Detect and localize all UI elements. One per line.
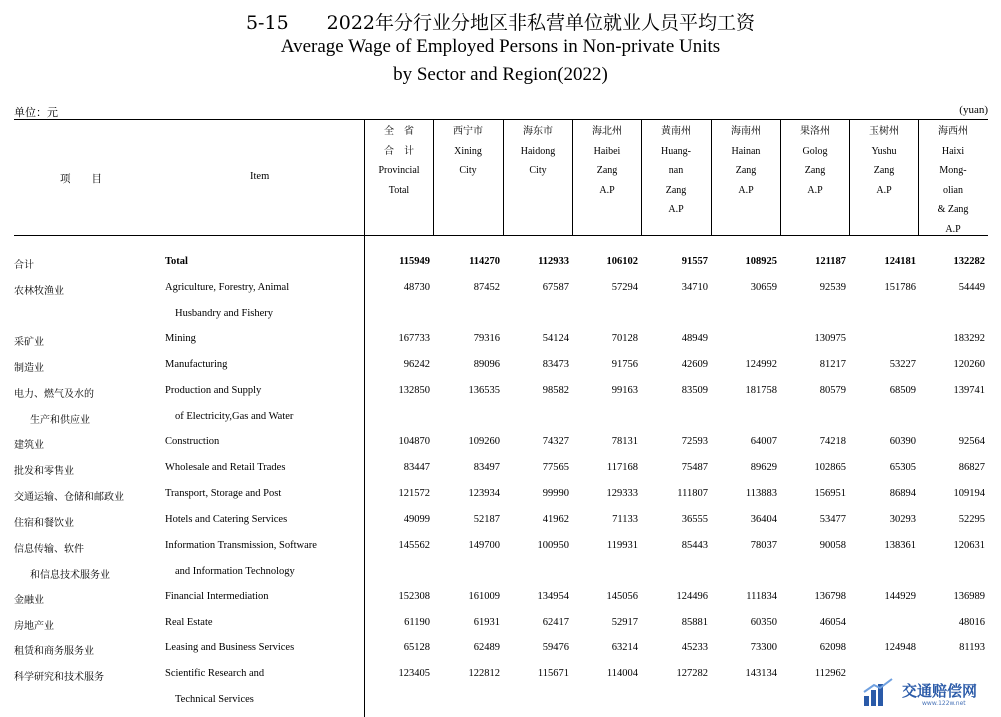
cell-value: 85881 xyxy=(681,617,708,628)
column-header-line: & Zang xyxy=(937,204,969,215)
cell-value: 83509 xyxy=(681,385,708,396)
cell-value: 183292 xyxy=(953,333,985,344)
row-label-zh: 建筑业 xyxy=(14,440,44,451)
cell-value: 113883 xyxy=(745,488,777,499)
row-label-en: Hotels and Catering Services xyxy=(165,514,288,525)
cell-value: 136535 xyxy=(468,385,500,396)
cell-value: 129333 xyxy=(606,488,638,499)
row-label-en: Construction xyxy=(165,436,220,447)
row-label-zh: 农林牧渔业 xyxy=(14,286,64,297)
table-row xyxy=(0,436,1001,461)
column-header-line: 海南州 xyxy=(731,126,761,137)
cell-value: 87452 xyxy=(473,282,500,293)
cell-value: 120260 xyxy=(953,359,985,370)
column-header-line: Haibei xyxy=(593,145,621,157)
cell-value: 119931 xyxy=(606,540,638,551)
column-header-line: A.P xyxy=(807,184,823,196)
cell-value: 78131 xyxy=(611,436,638,447)
cell-value: 30659 xyxy=(750,282,777,293)
cell-value: 53477 xyxy=(819,514,846,525)
row-label-zh: 科学研究和技术服务 xyxy=(14,672,104,683)
row-label-zh: 制造业 xyxy=(14,363,44,374)
table-row xyxy=(0,359,1001,384)
column-header-line: Xining xyxy=(454,145,482,157)
column-header-line: 海西州 xyxy=(938,126,968,137)
cell-value: 30293 xyxy=(889,514,916,525)
column-header-line: Haidong xyxy=(520,145,556,157)
cell-value: 91557 xyxy=(681,256,708,267)
row-label-en: Total xyxy=(165,256,188,267)
column-header xyxy=(781,122,849,200)
row-label-en: Mining xyxy=(165,333,196,344)
column-header-line: Hainan xyxy=(731,145,761,157)
table-row xyxy=(0,282,1001,319)
column-header-line: A.P xyxy=(668,204,684,215)
cell-value: 123934 xyxy=(468,488,500,499)
cell-value: 83497 xyxy=(473,462,500,473)
cell-value: 81217 xyxy=(819,359,846,370)
cell-value: 134954 xyxy=(537,591,569,602)
cell-value: 89629 xyxy=(750,462,777,473)
cell-value: 161009 xyxy=(468,591,500,602)
table-row xyxy=(0,591,1001,616)
column-header xyxy=(712,122,780,200)
cell-value: 115949 xyxy=(399,256,430,267)
cell-value: 156951 xyxy=(814,488,846,499)
column-header-line: 合 计 xyxy=(384,145,414,157)
cell-value: 114270 xyxy=(469,256,500,267)
header-item-en: Item xyxy=(250,171,270,182)
cell-value: 65305 xyxy=(889,462,916,473)
column-header-line: Zang xyxy=(804,165,826,176)
column-header-line: Huang- xyxy=(661,145,691,157)
cell-value: 36404 xyxy=(750,514,777,525)
column-header-line: 果洛州 xyxy=(800,126,830,137)
cell-value: 96242 xyxy=(403,359,430,370)
cell-value: 152308 xyxy=(398,591,430,602)
row-label-en: Real Estate xyxy=(165,617,213,628)
column-header-line: A.P xyxy=(738,184,754,196)
column-header-line: City xyxy=(459,165,477,176)
cell-value: 92539 xyxy=(819,282,846,293)
cell-value: 61931 xyxy=(473,617,500,628)
table-row xyxy=(0,333,1001,358)
column-header xyxy=(365,122,433,200)
cell-value: 48016 xyxy=(958,617,985,628)
row-label-zh-cont: 和信息技术服务业 xyxy=(30,570,110,581)
cell-value: 122812 xyxy=(468,668,500,679)
watermark xyxy=(862,676,992,712)
cell-value: 136989 xyxy=(953,591,985,602)
cell-value: 139741 xyxy=(953,385,985,396)
cell-value: 64007 xyxy=(750,436,777,447)
cell-value: 111807 xyxy=(677,488,708,499)
cell-value: 132282 xyxy=(953,256,985,267)
column-header-line: Zang xyxy=(596,165,618,176)
column-header-line: A.P xyxy=(945,223,961,235)
cell-value: 52917 xyxy=(611,617,638,628)
cell-value: 54449 xyxy=(958,282,985,293)
watermark-logo-icon xyxy=(862,676,896,710)
row-label-zh: 采矿业 xyxy=(14,337,44,348)
cell-value: 61190 xyxy=(404,617,430,628)
cell-value: 145562 xyxy=(398,540,430,551)
cell-value: 45233 xyxy=(681,642,708,653)
cell-value: 62417 xyxy=(542,617,569,628)
cell-value: 34710 xyxy=(681,282,708,293)
cell-value: 124992 xyxy=(745,359,777,370)
cell-value: 63214 xyxy=(611,642,638,653)
cell-value: 83473 xyxy=(542,359,569,370)
cell-value: 123405 xyxy=(398,668,430,679)
cell-value: 104870 xyxy=(398,436,430,447)
cell-value: 49099 xyxy=(403,514,430,525)
row-label-zh: 金融业 xyxy=(14,595,44,606)
column-header-line: 海东市 xyxy=(523,126,553,137)
cell-value: 52295 xyxy=(958,514,985,525)
cell-value: 117168 xyxy=(606,462,638,473)
cell-value: 151786 xyxy=(884,282,916,293)
row-label-en-cont: of Electricity,Gas and Water xyxy=(175,411,294,422)
title-en-line1: Average Wage of Employed Persons in Non-private Units xyxy=(280,36,721,57)
column-header xyxy=(919,122,987,239)
table-row xyxy=(0,540,1001,581)
cell-value: 114004 xyxy=(606,668,638,679)
row-label-zh: 合计 xyxy=(14,260,34,271)
column-header xyxy=(642,122,710,220)
column-header-line: 西宁市 xyxy=(453,126,483,137)
cell-value: 124496 xyxy=(676,591,708,602)
title-zh: 5-15 2022年分行业分地区非私营单位就业人员平均工资 xyxy=(245,12,756,34)
cell-value: 42609 xyxy=(681,359,708,370)
cell-value: 167733 xyxy=(398,333,430,344)
cell-value: 67587 xyxy=(542,282,569,293)
row-label-en: Leasing and Business Services xyxy=(165,642,295,653)
cell-value: 115671 xyxy=(537,668,569,679)
cell-value: 99990 xyxy=(542,488,569,499)
cell-value: 41962 xyxy=(542,514,569,525)
cell-value: 83447 xyxy=(403,462,430,473)
column-header-line: Golog xyxy=(802,145,828,157)
cell-value: 90058 xyxy=(819,540,846,551)
cell-value: 78037 xyxy=(750,540,777,551)
unit-zh: 单位：元 xyxy=(14,106,58,119)
column-header-line: 海北州 xyxy=(592,126,622,137)
cell-value: 72593 xyxy=(681,436,708,447)
table-row xyxy=(0,462,1001,487)
column-header-line: Zang xyxy=(735,165,757,176)
cell-value: 52187 xyxy=(473,514,500,525)
cell-value: 75487 xyxy=(681,462,708,473)
cell-value: 124948 xyxy=(884,642,916,653)
cell-value: 130975 xyxy=(814,333,846,344)
table-row xyxy=(0,385,1001,426)
table-row xyxy=(0,617,1001,642)
row-label-zh: 批发和零售业 xyxy=(14,466,74,477)
column-header-line: A.P xyxy=(876,184,892,196)
column-header-line: 黄南州 xyxy=(661,126,691,137)
row-label-zh-cont: 生产和供应业 xyxy=(30,415,90,426)
column-header-line: Provincial xyxy=(378,165,420,176)
cell-value: 60350 xyxy=(750,617,777,628)
cell-value: 62098 xyxy=(819,642,846,653)
cell-value: 144929 xyxy=(884,591,916,602)
row-label-en-cont: Husbandry and Fishery xyxy=(175,308,273,319)
column-header-line: City xyxy=(529,165,547,176)
row-label-en: Production and Supply xyxy=(165,385,262,396)
column-header-line: Yushu xyxy=(871,145,897,157)
cell-value: 102865 xyxy=(814,462,846,473)
cell-value: 120631 xyxy=(953,540,985,551)
cell-value: 77565 xyxy=(542,462,569,473)
column-header-line: Zang xyxy=(873,165,895,176)
cell-value: 109260 xyxy=(468,436,500,447)
cell-value: 100950 xyxy=(537,540,569,551)
column-header-line: A.P xyxy=(599,184,615,196)
column-header-line: olian xyxy=(943,184,963,196)
row-label-en-cont: and Information Technology xyxy=(175,566,295,577)
cell-value: 65128 xyxy=(403,642,430,653)
cell-value: 62489 xyxy=(473,642,500,653)
cell-value: 85443 xyxy=(681,540,708,551)
title-en-line2: by Sector and Region(2022) xyxy=(393,64,608,85)
cell-value: 121572 xyxy=(398,488,430,499)
cell-value: 54124 xyxy=(542,333,569,344)
table-row xyxy=(0,256,1001,281)
cell-value: 98582 xyxy=(542,385,569,396)
cell-value: 136798 xyxy=(814,591,846,602)
column-header-line: 玉树州 xyxy=(869,126,899,137)
row-label-en-cont: Technical Services xyxy=(175,694,254,705)
row-label-en: Manufacturing xyxy=(165,359,228,370)
cell-value: 60390 xyxy=(889,436,916,447)
cell-value: 108925 xyxy=(745,256,777,267)
cell-value: 121187 xyxy=(815,256,846,267)
row-label-zh: 交通运输、仓储和邮政业 xyxy=(14,492,124,503)
cell-value: 99163 xyxy=(611,385,638,396)
column-header-line: Haixi xyxy=(941,145,965,157)
cell-value: 68509 xyxy=(889,385,916,396)
table-row xyxy=(0,514,1001,539)
row-label-en: Transport, Storage and Post xyxy=(165,488,282,499)
cell-value: 48949 xyxy=(681,333,708,344)
watermark-text: 交通赔偿网 xyxy=(902,682,978,700)
row-label-zh: 房地产业 xyxy=(14,621,54,632)
row-label-zh: 信息传输、软件 xyxy=(14,544,84,555)
table-top-rule xyxy=(14,119,988,120)
cell-value: 109194 xyxy=(953,488,985,499)
cell-value: 181758 xyxy=(745,385,777,396)
column-header-line: nan xyxy=(668,165,684,176)
cell-value: 74327 xyxy=(542,436,569,447)
cell-value: 71133 xyxy=(612,514,638,525)
cell-value: 80579 xyxy=(819,385,846,396)
table-row xyxy=(0,642,1001,667)
cell-value: 124181 xyxy=(884,256,916,267)
table-row xyxy=(0,488,1001,513)
cell-value: 53227 xyxy=(889,359,916,370)
cell-value: 143134 xyxy=(745,668,777,679)
column-header xyxy=(850,122,918,200)
header-bottom-rule xyxy=(14,235,988,236)
cell-value: 86827 xyxy=(958,462,985,473)
cell-value: 106102 xyxy=(606,256,638,267)
cell-value: 149700 xyxy=(468,540,500,551)
header-item-zh: 项 目 xyxy=(60,173,102,185)
cell-value: 73300 xyxy=(750,642,777,653)
cell-value: 74218 xyxy=(819,436,846,447)
cell-value: 112933 xyxy=(538,256,569,267)
row-label-en: Information Transmission, Software xyxy=(165,540,317,551)
cell-value: 127282 xyxy=(676,668,708,679)
row-label-en: Scientific Research and xyxy=(165,668,265,679)
row-label-en: Agriculture, Forestry, Animal xyxy=(165,282,290,293)
cell-value: 46054 xyxy=(819,617,846,628)
cell-value: 70128 xyxy=(611,333,638,344)
row-label-zh: 租赁和商务服务业 xyxy=(14,646,94,657)
cell-value: 79316 xyxy=(473,333,500,344)
cell-value: 91756 xyxy=(611,359,638,370)
cell-value: 111834 xyxy=(746,591,777,602)
cell-value: 57294 xyxy=(611,282,638,293)
cell-value: 138361 xyxy=(884,540,916,551)
cell-value: 48730 xyxy=(403,282,430,293)
cell-value: 36555 xyxy=(681,514,708,525)
cell-value: 132850 xyxy=(398,385,430,396)
watermark-url: www.122w.net xyxy=(922,700,966,707)
cell-value: 59476 xyxy=(542,642,569,653)
cell-value: 86894 xyxy=(889,488,916,499)
cell-value: 112962 xyxy=(814,668,846,679)
column-header xyxy=(434,122,502,181)
column-header-line: 全 省 xyxy=(384,126,414,137)
row-label-en: Wholesale and Retail Trades xyxy=(165,462,286,473)
column-header xyxy=(504,122,572,181)
row-label-en: Financial Intermediation xyxy=(165,591,269,602)
column-header-line: Zang xyxy=(665,184,687,196)
cell-value: 81193 xyxy=(959,642,985,653)
cell-value: 89096 xyxy=(473,359,500,370)
cell-value: 145056 xyxy=(606,591,638,602)
row-label-zh: 住宿和餐饮业 xyxy=(14,518,74,529)
column-header xyxy=(573,122,641,200)
row-label-zh: 电力、燃气及水的 xyxy=(14,389,94,400)
cell-value: 92564 xyxy=(958,436,985,447)
column-header-line: Total xyxy=(388,184,410,196)
unit-en: (yuan) xyxy=(959,104,988,116)
column-header-line: Mong- xyxy=(939,165,967,176)
